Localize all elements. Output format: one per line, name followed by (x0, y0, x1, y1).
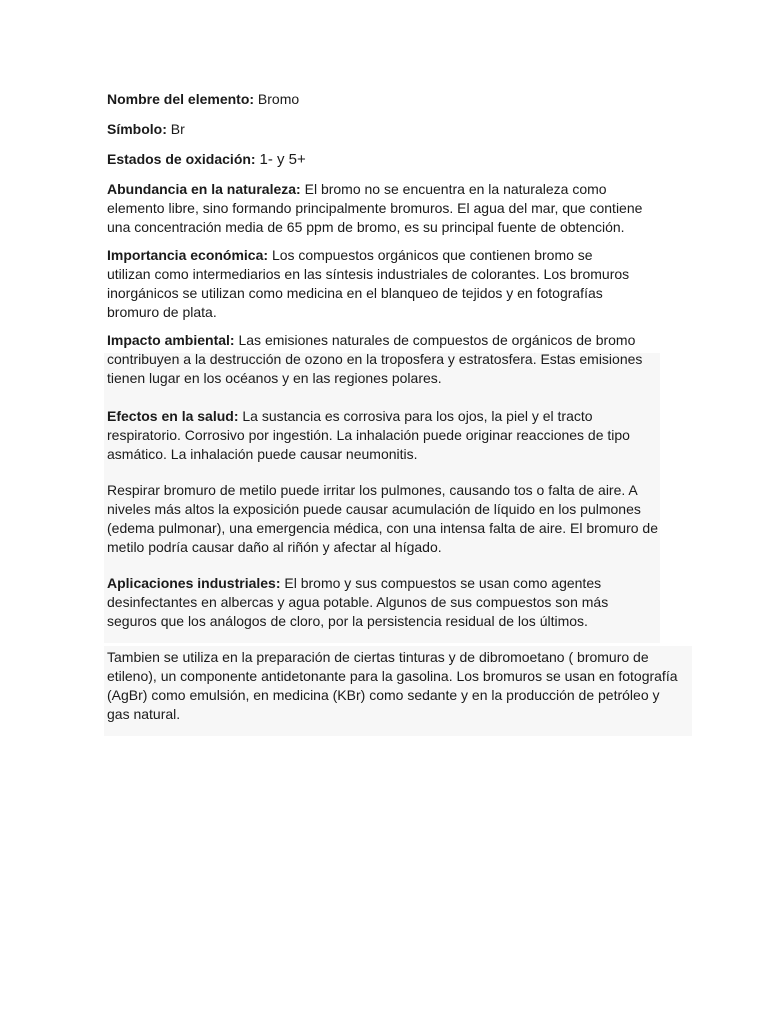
industrial-applications-paragraph (107, 574, 642, 631)
symbol-line (107, 120, 687, 139)
health-effects-label: Efectos en la salud: (107, 408, 239, 424)
industrial-applications-extra-paragraph: Tambien se utiliza en la preparación de ciertas tinturas y de dibromoetano ( bromuro de etileno), un componente antidetonante para la gasolina. Los bromuros se usan en fotografía (AgBr) como emulsión, en medicina (KBr) como sedante y en la producción de petróleo y gas natural. (107, 649, 678, 722)
element-name-line (107, 90, 687, 109)
oxidation-states-line (107, 150, 687, 169)
economic-importance-label: Importancia económica: (107, 247, 269, 263)
environmental-impact-label: Impacto ambiental: (107, 332, 235, 348)
abundance-label: Abundancia en la naturaleza: (107, 181, 301, 197)
health-effects-extra-paragraph: Respirar bromuro de metilo puede irritar los pulmones, causando tos o falta de aire. A niveles más altos la exposición puede causar acumulación de líquido en los pulmones (edema pulmonar), una emergencia médica, con una intensa falta de aire. El bromuro de metilo podría causar daño al riñón y afectar al hígado. (107, 482, 658, 555)
environmental-impact-text: Las emisiones naturales de compuestos de orgánicos de bromo contribuyen a la destrucción de ozono en la troposfera y estratosfera. Estas emisiones tienen lugar en los océanos y en las regiones polares. (107, 332, 643, 386)
environmental-impact-paragraph (107, 331, 660, 388)
abundance-paragraph (107, 180, 652, 237)
health-effects-paragraph (107, 407, 642, 464)
symbol-label: Símbolo: (107, 121, 167, 137)
oxidation-states-value: 1- y 5+ (259, 151, 306, 168)
element-name-label: Nombre del elemento: (107, 91, 255, 107)
abundance-text: El bromo no se encuentra en la naturaleza como elemento libre, sino formando principalmente bromuros. El agua del mar, que contiene una concentración media de 65 ppm de bromo, es su principal fuente de obtención. (107, 181, 643, 235)
element-name-value: Bromo (257, 91, 300, 107)
health-effects-text: La sustancia es corrosiva para los ojos, la piel y el tracto respiratorio. Corrosivo por ingestión. La inhalación puede originar reacciones de tipo asmático. La inhalación puede causar neumonitis. (107, 408, 630, 462)
economic-importance-text: Los compuestos orgánicos que contienen bromo se utilizan como intermediarios en las síntesis industriales de colorantes. Los bromuros inorgánicos se utilizan como medicina en el blanqueo de tejidos y en fotografías bromuro de plata. (107, 247, 630, 320)
symbol-value: Br (170, 121, 185, 137)
oxidation-states-label: Estados de oxidación: (107, 151, 256, 167)
economic-importance-paragraph (107, 246, 637, 322)
industrial-applications-text: El bromo y sus compuestos se usan como agentes desinfectantes en albercas y agua potable. Algunos de sus compuestos son más seguros que los análogos de cloro, por la persistencia residual de los últimos. (107, 575, 609, 629)
industrial-applications-label: Aplicaciones industriales: (107, 575, 281, 591)
document-body (107, 90, 687, 724)
